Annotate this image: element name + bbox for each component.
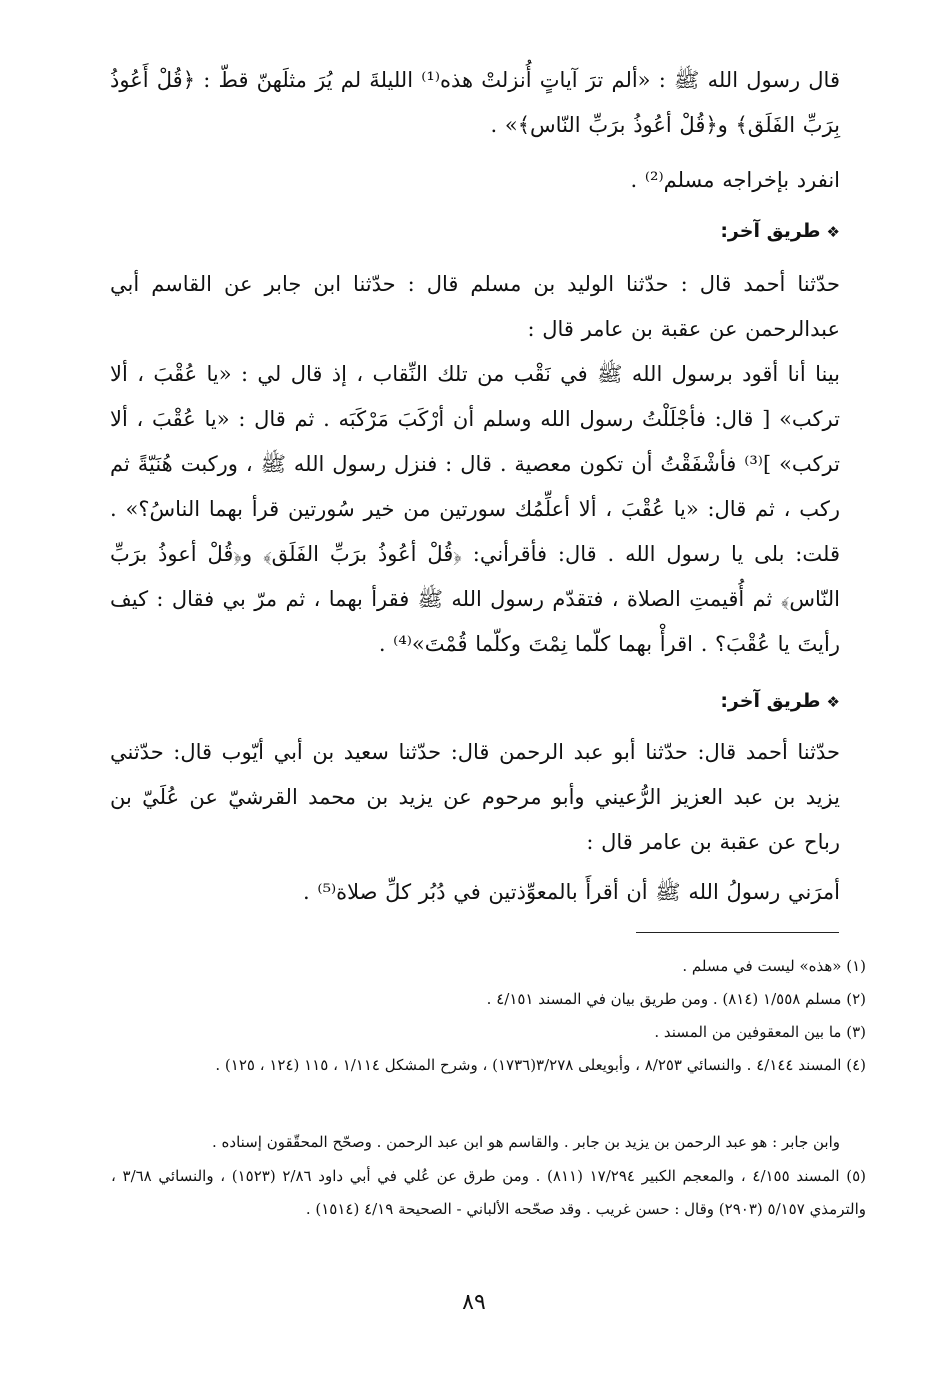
footnote-3: (٣) ما بين المعقوفين من المسند . <box>654 1023 866 1041</box>
footnote-1: (١) «هذه» ليست في مسلم . <box>682 957 866 975</box>
paragraph-3: حدّثنا أحمد قال : حدّثنا الوليد بن مسلم قال : حدّثنا ابن جابر عن القاسم أبي عبدالرحمن عن عقبة بن عامر قال : <box>110 272 840 341</box>
diamond-bullet-icon: ❖ <box>826 693 840 711</box>
page-number: ٨٩ <box>462 1290 486 1315</box>
footnote-4-note: وابن جابر : هو عبد الرحمن بن يزيد بن جابر . والقاسم هو ابن عبد الرحمن . وصحّح المحقّقون إسناده . <box>212 1133 840 1151</box>
paragraph-5: حدّثنا أحمد قال: حدّثنا أبو عبد الرحمن قال: حدّثنا سعيد بن أبي أيّوب قال: حدّثني يزيد بن عبد العزيز الرُّعيني وأبو مرحوم عن يزيد بن محمد القرشيّ عن عُلَيّ بن رباح عن عقبة بن عامر قال : <box>110 740 840 854</box>
footnote-4: (٤) المسند ٤/١٤٤ . والنسائي ٨/٢٥٣ ، وأبويعلى ٣/٢٧٨(١٧٣٦) ، وشرح المشكل ١/١١٤ ، ١١٥ (١٢٤ ، ١٢٥) . <box>215 1056 866 1074</box>
paragraph-6: أمرَني رسولُ الله ﷺ أن أقرأَ بالمعوِّذتين في دُبُر كلِّ صلاة⁽⁵⁾ . <box>303 880 840 904</box>
paragraph-1: قال رسول الله ﷺ : «ألم ترَ آياتٍ أُنزلتْ هذه⁽¹⁾ الليلةَ لم يُرَ مثلَهنّ قطّ : ﴿قُلْ أَعُوذُ بِرَبِّ الفَلَق﴾ و﴿قُلْ أعُوذُ برَبِّ النّاس﴾» . <box>110 68 840 137</box>
footnote-5: (٥) المسند ٤/١٥٥ ، والمعجم الكبير ١٧/٢٩٤ (٨١١) . ومن طرق عن عُلي في أبي داود ٢/٨٦ (١٥٢٣) ، والنسائي ٣/٦٨ ، والترمذي ٥/١٥٧ (٢٩٠٣) وقال : حسن غريب . وقد صحّحه الألباني - الصحيحة ٤/١٩ (١٥١٤) . <box>111 1167 866 1218</box>
paragraph-2: انفرد بإخراجه مسلم⁽²⁾ . <box>630 168 840 192</box>
footnote-divider <box>636 932 839 933</box>
section-heading-text: طريق آخر: <box>720 220 821 242</box>
section-heading-1 <box>720 216 840 247</box>
diamond-bullet-icon: ❖ <box>826 223 840 241</box>
footnote-2: (٢) مسلم ١/٥٥٨ (٨١٤) . ومن طريق بيان في المسند ٤/١٥١ . <box>486 990 866 1008</box>
section-heading-2 <box>720 686 840 717</box>
paragraph-4: بينا أنا أقود برسول الله ﷺ في نَقْب من تلك النِّقاب ، إذ قال لي : «يا عُقْبَ ، ألا تركب» [ قال: فأجْلَلْتُ رسول الله وسلم أن أرْكَبَ مَرْكَبَه . ثم قال : «يا عُقْبَ ، ألا تركب» ]⁽³⁾ فأشْفَقْتُ أن تكون معصية . قال : فنزل رسول الله ﷺ ، وركبت هُنَيّةً ثم ركب ، ثم قال: «يا عُقْبَ ، ألا أعلِّمُك سورتين من خير سُورتين قرأ بهما الناسُ؟» . قلت: بلى يا رسول الله . قال: فأقرأني: ﴿قُلْ أعُوذُ برَبِّ الفَلَق﴾ و﴿قُلْ أعوذُ برَبِّ النّاس﴾ ثم أُقيمتِ الصلاة ، فتقدّم رسول الله ﷺ فقرأ بهما ، ثم مرّ بي فقال : كيف رأيتَ يا عُقْبَ؟ . اقرأْ بهما كلّما نِمْتَ وكلّما قُمْتَ»⁽⁴⁾ . <box>110 362 840 656</box>
section-heading-text: طريق آخر: <box>720 690 821 712</box>
